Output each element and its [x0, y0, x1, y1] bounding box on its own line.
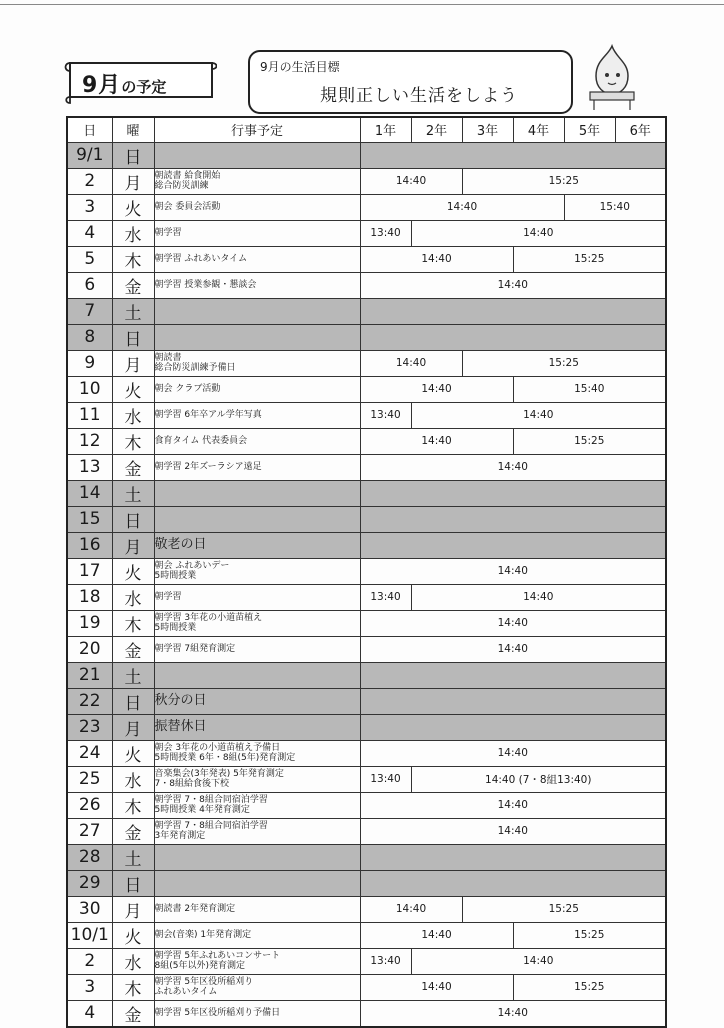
dismissal-time-cell: 14:40: [360, 974, 513, 1000]
dismissal-time-cell: 14:40: [360, 558, 666, 584]
event-line: 朝学習 7・8組合同宿泊学習: [154, 795, 268, 805]
dismissal-time-cell: [360, 714, 666, 740]
event-cell: [154, 220, 360, 246]
day-cell: 4: [67, 1000, 112, 1027]
event-line: 5時間授業: [154, 571, 197, 581]
weekday-cell: 水: [112, 948, 154, 974]
dismissal-time-cell: [360, 688, 666, 714]
dismissal-time-cell: 13:40: [360, 220, 411, 246]
dismissal-time-cell: 14:40: [411, 584, 666, 610]
month-title-banner: [62, 57, 217, 105]
col-header-grade2: 2年: [411, 117, 462, 142]
goal-label: 9月の生活目標: [260, 60, 340, 74]
event-line: 食育タイム 代表委員会: [154, 436, 248, 446]
day-cell: 9: [67, 350, 112, 376]
event-cell: [154, 506, 360, 532]
event-line: 朝学習 授業参観・懇談会: [154, 280, 257, 290]
event-cell: [154, 142, 360, 168]
dismissal-time-cell: 13:40: [360, 402, 411, 428]
day-cell: 10/1: [67, 922, 112, 948]
day-cell: 24: [67, 740, 112, 766]
event-cell: [154, 844, 360, 870]
event-cell: [154, 662, 360, 688]
event-line: 朝学習 6年卒アル学年写真: [154, 410, 262, 420]
event-cell: [154, 402, 360, 428]
day-cell: 18: [67, 584, 112, 610]
event-cell: [154, 766, 360, 792]
weekday-cell: 月: [112, 896, 154, 922]
day-cell: 19: [67, 610, 112, 636]
event-line: 朝学習 5年ふれあいコンサート: [154, 951, 281, 961]
event-cell: [154, 792, 360, 818]
table-row: [67, 220, 666, 246]
table-row: [67, 584, 666, 610]
day-cell: 20: [67, 636, 112, 662]
event-line: 朝会 クラブ活動: [154, 384, 221, 394]
table-row: [67, 636, 666, 662]
event-cell: [154, 948, 360, 974]
event-cell: [154, 922, 360, 948]
day-cell: 3: [67, 974, 112, 1000]
event-cell: [154, 376, 360, 402]
event-line: 朝会 3年花の小道苗植え予備日: [154, 743, 281, 753]
event-cell: [154, 818, 360, 844]
event-cell: [154, 246, 360, 272]
event-cell: [154, 194, 360, 220]
day-cell: 30: [67, 896, 112, 922]
monthly-goal-box: [248, 50, 573, 114]
event-cell: [154, 558, 360, 584]
event-cell: [154, 870, 360, 896]
schedule-table: [66, 116, 667, 1028]
dismissal-time-cell: 15:40: [564, 194, 666, 220]
day-cell: 2: [67, 168, 112, 194]
dismissal-time-cell: 14:40: [360, 636, 666, 662]
table-row: [67, 870, 666, 896]
table-row: [67, 688, 666, 714]
day-cell: 3: [67, 194, 112, 220]
day-cell: 2: [67, 948, 112, 974]
event-line: 7・8組給食後下校: [154, 779, 229, 789]
table-header-row: [67, 117, 666, 142]
table-row: [67, 402, 666, 428]
weekday-cell: 金: [112, 272, 154, 298]
weekday-cell: 月: [112, 714, 154, 740]
col-header-events: 行事予定: [154, 117, 360, 142]
table-row: [67, 480, 666, 506]
weekday-cell: 月: [112, 532, 154, 558]
day-cell: 5: [67, 246, 112, 272]
event-line: 朝読書 2年発育測定: [154, 904, 236, 914]
dismissal-time-cell: 15:25: [462, 896, 666, 922]
table-row: [67, 506, 666, 532]
table-row: [67, 298, 666, 324]
dismissal-time-cell: 14:40: [360, 610, 666, 636]
day-cell: 15: [67, 506, 112, 532]
dismissal-time-cell: 14:40: [360, 454, 666, 480]
table-row: [67, 454, 666, 480]
dismissal-time-cell: 14:40: [360, 792, 666, 818]
dismissal-time-cell: 14:40: [360, 194, 564, 220]
table-row: [67, 246, 666, 272]
dismissal-time-cell: 14:40: [360, 246, 513, 272]
dismissal-time-cell: 14:40: [360, 922, 513, 948]
weekday-cell: 金: [112, 818, 154, 844]
month-label: 9月: [82, 73, 122, 98]
weekday-cell: 木: [112, 428, 154, 454]
weekday-cell: 金: [112, 1000, 154, 1027]
dismissal-time-cell: 15:40: [513, 376, 666, 402]
day-cell: 10: [67, 376, 112, 402]
col-header-weekday: 曜: [112, 117, 154, 142]
event-line: 朝学習 7・8組合同宿泊学習: [154, 821, 268, 831]
dismissal-time-cell: 13:40: [360, 766, 411, 792]
day-cell: 12: [67, 428, 112, 454]
day-cell: 13: [67, 454, 112, 480]
weekday-cell: 土: [112, 298, 154, 324]
weekday-cell: 金: [112, 454, 154, 480]
dismissal-time-cell: 15:25: [462, 168, 666, 194]
day-cell: 27: [67, 818, 112, 844]
mascot-illustration-icon: [582, 42, 642, 112]
table-row: [67, 896, 666, 922]
col-header-grade3: 3年: [462, 117, 513, 142]
dismissal-time-cell: 14:40: [360, 272, 666, 298]
month-title-text: [82, 68, 166, 99]
col-header-day: 日: [67, 117, 112, 142]
dismissal-time-cell: 13:40: [360, 948, 411, 974]
day-cell: 28: [67, 844, 112, 870]
event-cell: [154, 1000, 360, 1027]
table-row: [67, 662, 666, 688]
dismissal-time-cell: 14:40: [411, 402, 666, 428]
weekday-cell: 木: [112, 974, 154, 1000]
table-row: [67, 766, 666, 792]
event-line: 朝学習 3年花の小道苗植え: [154, 613, 263, 623]
dismissal-time-cell: 13:40: [360, 584, 411, 610]
col-header-grade5: 5年: [564, 117, 615, 142]
dismissal-time-cell: 15:25: [513, 246, 666, 272]
day-cell: 22: [67, 688, 112, 714]
day-cell: 25: [67, 766, 112, 792]
event-cell: [154, 350, 360, 376]
goal-text: 規則正しい生活をしよう: [320, 86, 518, 106]
event-cell: [154, 324, 360, 350]
dismissal-time-cell: [360, 324, 666, 350]
dismissal-time-cell: 14:40 (7・8組13:40): [411, 766, 666, 792]
dismissal-time-cell: [360, 142, 666, 168]
day-cell: 8: [67, 324, 112, 350]
weekday-cell: 水: [112, 402, 154, 428]
event-line: 朝学習 5年区役所稲刈り: [154, 977, 254, 987]
event-cell: [154, 480, 360, 506]
weekday-cell: 火: [112, 194, 154, 220]
table-row: [67, 740, 666, 766]
dismissal-time-cell: [360, 844, 666, 870]
weekday-cell: 火: [112, 740, 154, 766]
event-line: 朝学習: [154, 228, 182, 238]
weekday-cell: 木: [112, 610, 154, 636]
weekday-cell: 火: [112, 922, 154, 948]
dismissal-time-cell: 15:25: [513, 974, 666, 1000]
table-row: [67, 350, 666, 376]
day-cell: 11: [67, 402, 112, 428]
event-line: 朝学習: [154, 592, 182, 602]
dismissal-time-cell: 14:40: [411, 948, 666, 974]
weekday-cell: 水: [112, 584, 154, 610]
table-row: [67, 558, 666, 584]
weekday-cell: 日: [112, 324, 154, 350]
table-row: [67, 714, 666, 740]
event-cell: [154, 532, 360, 558]
event-line: 総合防災訓練: [154, 181, 209, 191]
event-cell: [154, 610, 360, 636]
day-cell: 21: [67, 662, 112, 688]
dismissal-time-cell: 14:40: [360, 376, 513, 402]
event-line: 朝学習 ふれあいタイム: [154, 254, 248, 264]
dismissal-time-cell: 14:40: [360, 896, 462, 922]
weekday-cell: 火: [112, 558, 154, 584]
day-cell: 29: [67, 870, 112, 896]
dismissal-time-cell: 14:40: [411, 220, 666, 246]
day-cell: 26: [67, 792, 112, 818]
event-line: 8組(5年以外)発育測定: [154, 961, 245, 971]
dismissal-time-cell: 14:40: [360, 818, 666, 844]
weekday-cell: 月: [112, 168, 154, 194]
col-header-grade6: 6年: [615, 117, 666, 142]
table-row: [67, 142, 666, 168]
event-cell: [154, 298, 360, 324]
event-cell: [154, 428, 360, 454]
day-cell: 17: [67, 558, 112, 584]
event-line: 3年発育測定: [154, 831, 206, 841]
event-line: 朝学習 7組発育測定: [154, 644, 236, 654]
dismissal-time-cell: 14:40: [360, 168, 462, 194]
event-line: 5時間授業: [154, 623, 197, 633]
dismissal-time-cell: 15:25: [513, 428, 666, 454]
table-row: [67, 974, 666, 1000]
table-row: [67, 1000, 666, 1027]
dismissal-time-cell: [360, 870, 666, 896]
day-cell: 6: [67, 272, 112, 298]
event-cell: [154, 974, 360, 1000]
table-row: [67, 272, 666, 298]
event-cell: [154, 714, 360, 740]
dismissal-time-cell: 15:25: [513, 922, 666, 948]
weekday-cell: 水: [112, 220, 154, 246]
event-line: 振替休日: [154, 719, 207, 734]
weekday-cell: 日: [112, 142, 154, 168]
table-row: [67, 948, 666, 974]
col-header-grade1: 1年: [360, 117, 411, 142]
weekday-cell: 木: [112, 792, 154, 818]
day-cell: 23: [67, 714, 112, 740]
col-header-grade4: 4年: [513, 117, 564, 142]
weekday-cell: 火: [112, 376, 154, 402]
table-row: [67, 792, 666, 818]
event-line: 朝会 委員会活動: [154, 202, 221, 212]
weekday-cell: 日: [112, 688, 154, 714]
day-cell: 7: [67, 298, 112, 324]
table-row: [67, 168, 666, 194]
event-cell: [154, 896, 360, 922]
table-row: [67, 376, 666, 402]
event-cell: [154, 272, 360, 298]
dismissal-time-cell: [360, 662, 666, 688]
event-line: 総合防災訓練予備日: [154, 363, 236, 373]
day-cell: 16: [67, 532, 112, 558]
weekday-cell: 月: [112, 350, 154, 376]
table-row: [67, 844, 666, 870]
dismissal-time-cell: 14:40: [360, 428, 513, 454]
dismissal-time-cell: [360, 480, 666, 506]
table-row: [67, 818, 666, 844]
dismissal-time-cell: 14:40: [360, 350, 462, 376]
weekday-cell: 金: [112, 636, 154, 662]
dismissal-time-cell: 14:40: [360, 1000, 666, 1027]
day-cell: 14: [67, 480, 112, 506]
event-line: 敬老の日: [154, 537, 207, 552]
event-line: ふれあいタイム: [154, 987, 218, 997]
dismissal-time-cell: [360, 532, 666, 558]
month-suffix: の予定: [121, 78, 167, 96]
event-cell: [154, 740, 360, 766]
event-line: 秋分の日: [154, 693, 207, 708]
weekday-cell: 水: [112, 766, 154, 792]
event-line: 朝読書 給食開始: [154, 171, 221, 181]
event-line: 5時間授業 6年・8組(5年)発育測定: [154, 753, 296, 763]
table-row: [67, 922, 666, 948]
event-line: 朝学習 5年区役所稲刈り予備日: [154, 1008, 281, 1018]
event-line: 朝会 ふれあいデー: [154, 561, 230, 571]
weekday-cell: 日: [112, 870, 154, 896]
table-row: [67, 532, 666, 558]
event-line: 朝学習 2年ズーラシア遠足: [154, 462, 262, 472]
weekday-cell: 木: [112, 246, 154, 272]
weekday-cell: 土: [112, 844, 154, 870]
weekday-cell: 土: [112, 662, 154, 688]
day-cell: 9/1: [67, 142, 112, 168]
event-cell: [154, 168, 360, 194]
event-line: 5時間授業 4年発育測定: [154, 805, 250, 815]
event-line: 音楽集会(3年発表) 5年発育測定: [154, 769, 284, 779]
event-line: 朝読書: [154, 353, 182, 363]
event-cell: [154, 688, 360, 714]
table-row: [67, 324, 666, 350]
dismissal-time-cell: 14:40: [360, 740, 666, 766]
event-cell: [154, 454, 360, 480]
weekday-cell: 日: [112, 506, 154, 532]
event-line: 朝会(音楽) 1年発育測定: [154, 930, 252, 940]
table-row: [67, 610, 666, 636]
event-cell: [154, 584, 360, 610]
page-top-border: [0, 4, 724, 5]
dismissal-time-cell: 15:25: [462, 350, 666, 376]
event-cell: [154, 636, 360, 662]
day-cell: 4: [67, 220, 112, 246]
table-row: [67, 194, 666, 220]
table-row: [67, 428, 666, 454]
dismissal-time-cell: [360, 298, 666, 324]
weekday-cell: 土: [112, 480, 154, 506]
dismissal-time-cell: [360, 506, 666, 532]
